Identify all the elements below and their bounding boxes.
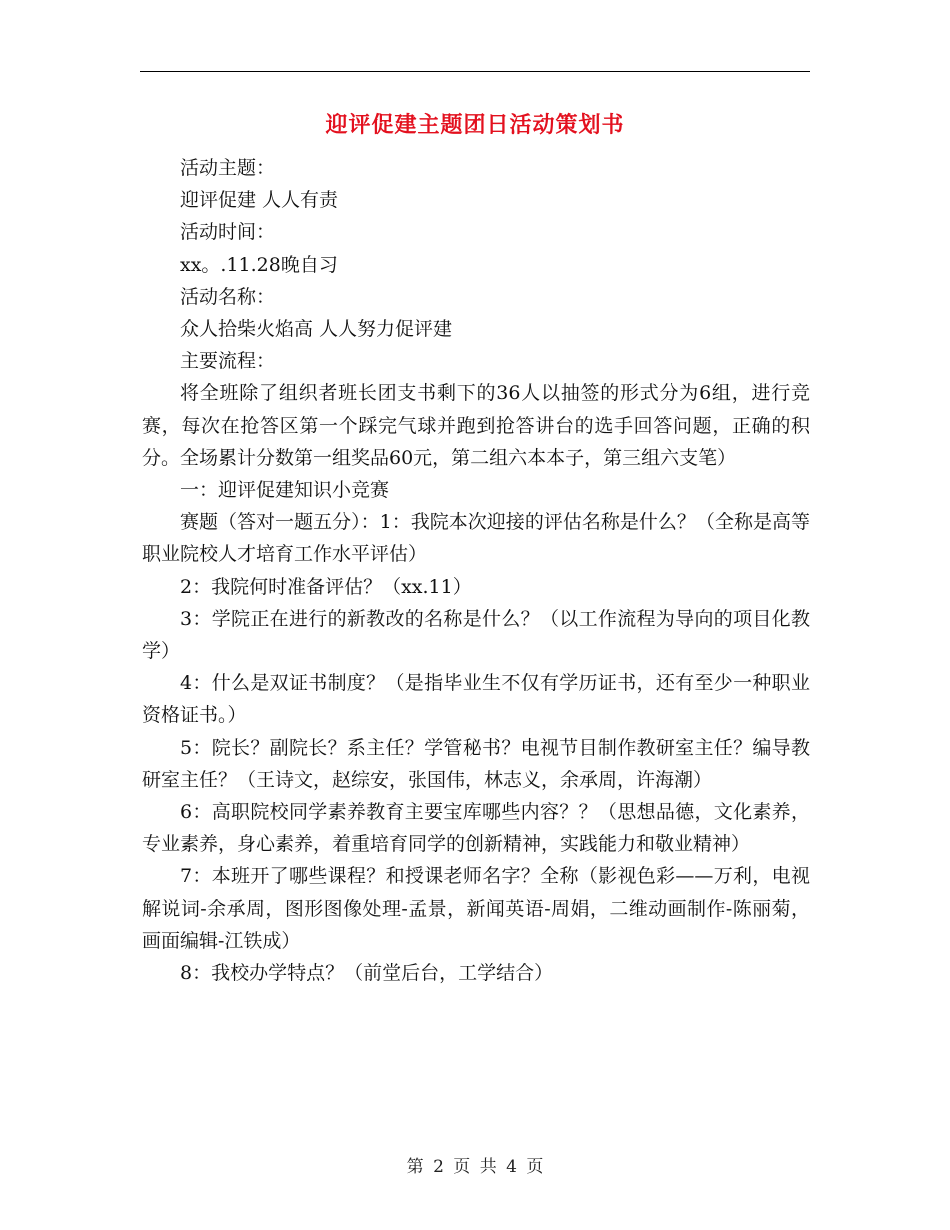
paragraph: 迎评促建 人人有责 <box>180 189 339 212</box>
page-number: 第 2 页 共 4 页 <box>406 1157 544 1177</box>
paragraph: 活动时间： <box>180 221 276 244</box>
paragraph: 5：院长？副院长？系主任？学管秘书？电视节目制作教研室主任？编导教研室主任？（王诗文，赵综安，张国伟，林志义，余承周，许海潮） <box>142 736 810 791</box>
paragraph: 主要流程： <box>180 350 276 373</box>
paragraph: 2：我院何时准备评估？（xx.11） <box>180 575 472 598</box>
paragraph: 4：什么是双证书制度？（是指毕业生不仅有学历证书，还有至少一种职业资格证书。） <box>142 672 810 727</box>
paragraph: 将全班除了组织者班长团支书剩下的36人以抽签的形式分为6组，进行竞赛，每次在抢答区第一个踩完气球并跑到抢答讲台的选手回答问题，正确的积分。全场累计分数第一组奖品60元，第二组六本本子，第三组六支笔） <box>142 382 810 469</box>
paragraph: 活动主题： <box>180 157 276 179</box>
paragraph: 8：我校办学特点？（前堂后台，工学结合） <box>180 962 554 985</box>
paragraph: 活动名称： <box>180 285 276 308</box>
paragraph: 一：迎评促建知识小竞赛 <box>180 479 390 502</box>
document-title: 迎评促建主题团日活动策划书 <box>325 113 625 138</box>
paragraph: xx。.11.28晚自习 <box>180 253 338 276</box>
paragraph: 7：本班开了哪些课程？和授课老师名字？全称（影视色彩——万利，电视解说词-余承周，图形图像处理-孟景，新闻英语-周娟，二维动画制作-陈丽菊，画面编辑-江铁成） <box>142 865 810 952</box>
paragraph: 赛题（答对一题五分）：1：我院本次迎接的评估名称是什么？（全称是高等职业院校人才培育工作水平评估） <box>142 511 810 566</box>
paragraph: 3：学院正在进行的新教改的名称是什么？（以工作流程为导向的项目化教学） <box>142 607 810 663</box>
paragraph: 众人拾柴火焰高 人人努力促评建 <box>180 318 453 341</box>
document-body <box>142 152 810 989</box>
paragraph: 6：高职院校同学素养教育主要宝库哪些内容？？（思想品德，文化素养，专业素养，身心素养，着重培育同学的创新精神，实践能力和敬业精神） <box>142 801 810 856</box>
header-rule <box>140 71 810 72</box>
